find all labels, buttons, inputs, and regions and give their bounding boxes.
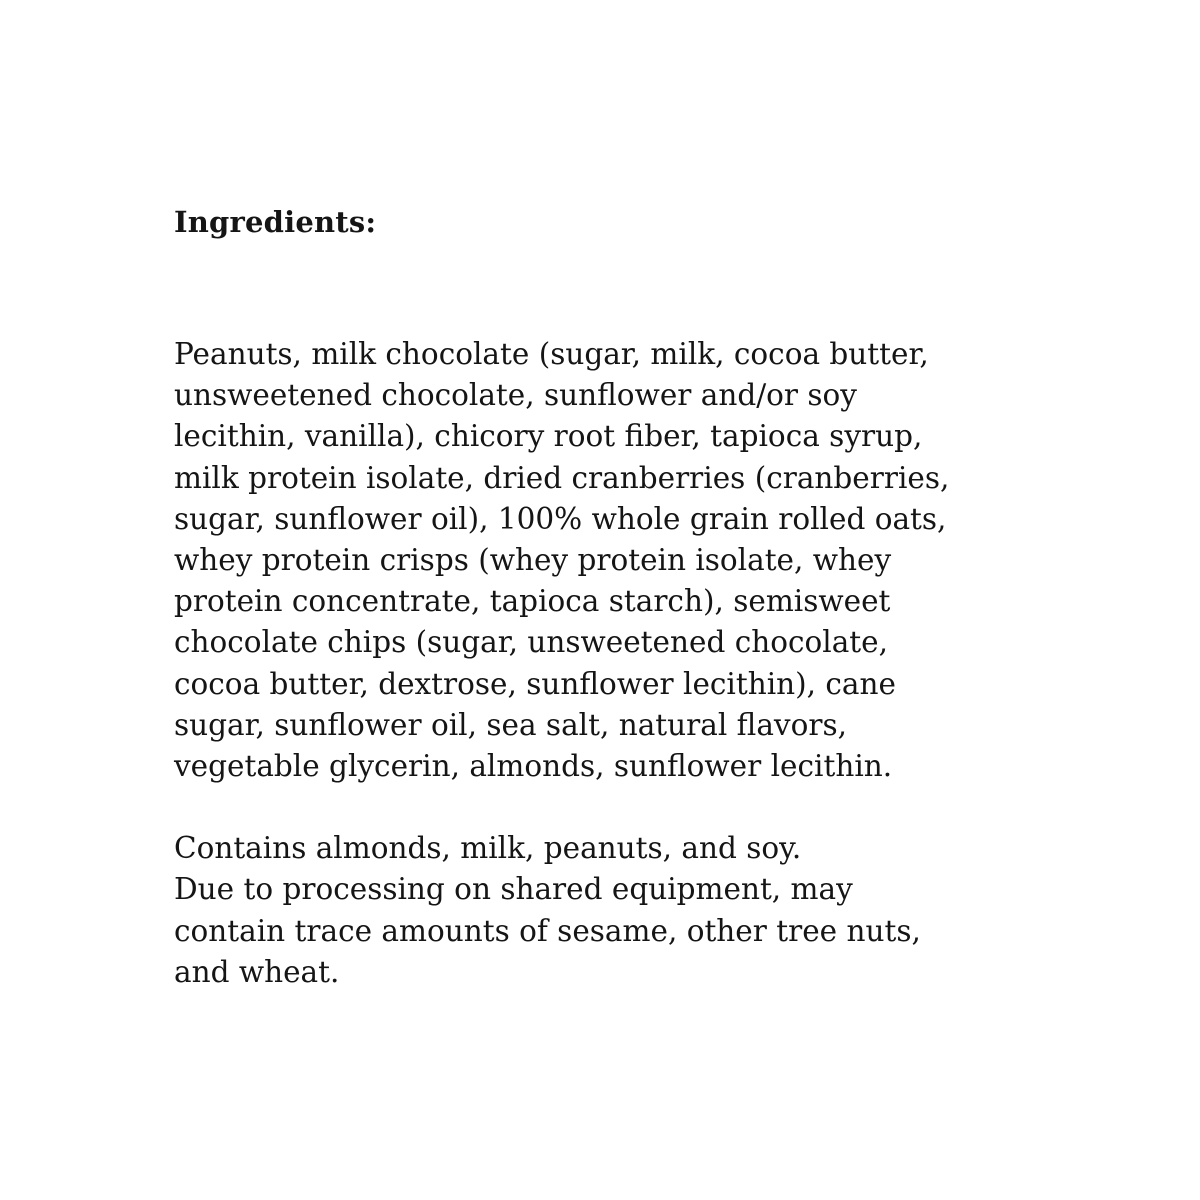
ingredients-line: unsweetened chocolate, sunflower and/or soy <box>174 378 857 413</box>
ingredients-line: vegetable glycerin, almonds, sunflower lecithin. <box>174 749 893 784</box>
ingredients-line: sugar, sunflower oil, sea salt, natural flavors, <box>174 707 847 742</box>
ingredients-heading: Ingredients: <box>174 205 377 239</box>
allergen-line: and wheat. <box>174 954 340 989</box>
allergen-line: Contains almonds, milk, peanuts, and soy. <box>174 831 802 866</box>
ingredients-line: sugar, sunflower oil), 100% whole grain rolled oats, <box>174 501 947 536</box>
ingredients-line: chocolate chips (sugar, unsweetened chocolate, <box>174 625 888 660</box>
ingredients-line: whey protein crisps (whey protein isolate, whey <box>174 543 892 578</box>
ingredients-line: cocoa butter, dextrose, sunflower lecithin), cane <box>174 666 896 701</box>
ingredients-label <box>174 200 1054 993</box>
ingredients-line: Peanuts, milk chocolate (sugar, milk, cocoa butter, <box>174 337 929 371</box>
ingredients-line: lecithin, vanilla), chicory root fiber, tapioca syrup, <box>174 419 923 454</box>
ingredients-line: protein concentrate, tapioca starch), semisweet <box>174 584 891 619</box>
ingredients-list <box>174 334 1054 787</box>
allergen-line: Due to processing on shared equipment, may <box>174 872 853 907</box>
ingredients-line: milk protein isolate, dried cranberries (cranberries, <box>174 460 950 495</box>
allergen-statement <box>174 828 1054 993</box>
allergen-line: contain trace amounts of sesame, other tree nuts, <box>174 913 921 948</box>
